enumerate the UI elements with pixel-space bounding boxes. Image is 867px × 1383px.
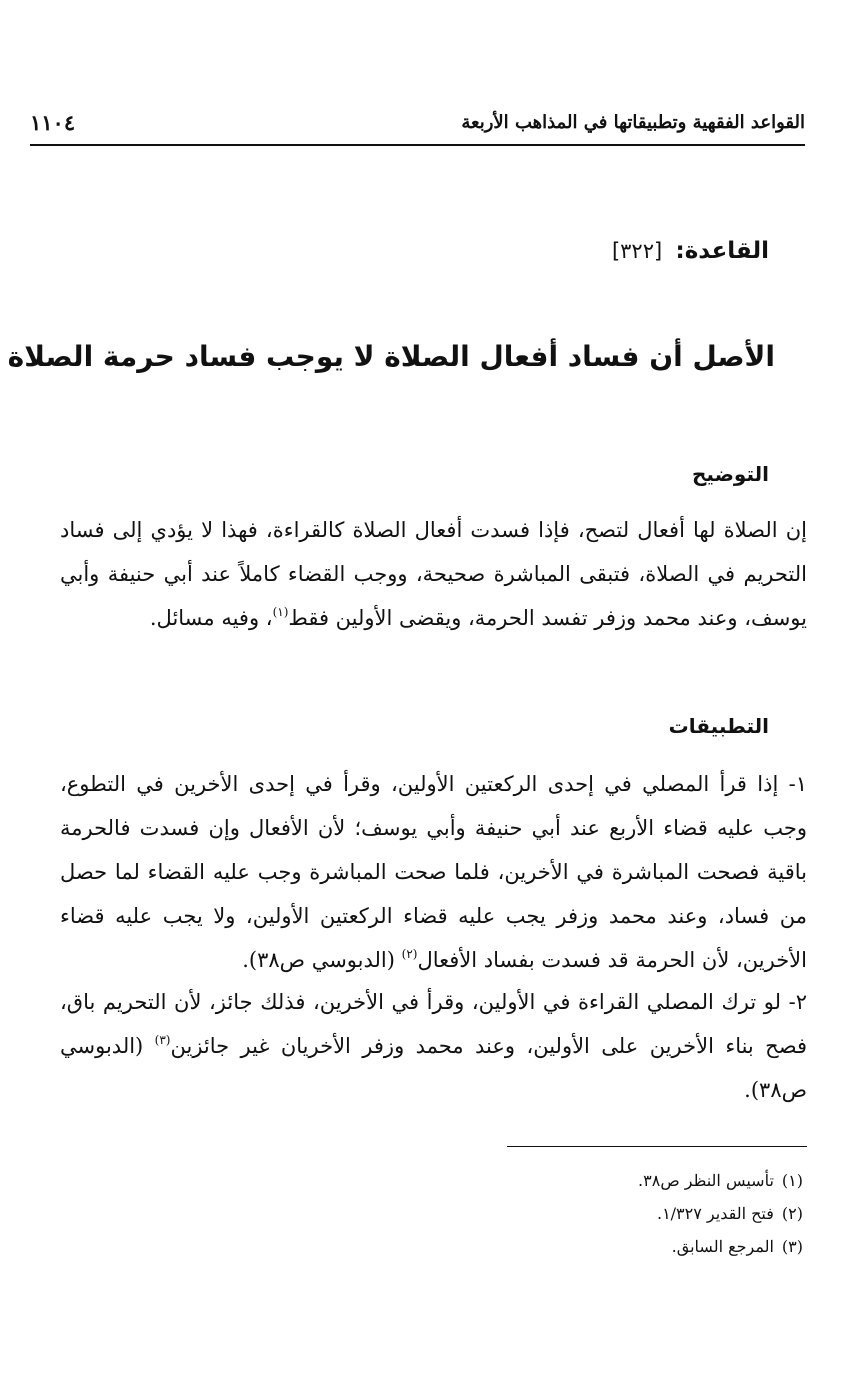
explanation-paragraph [60,508,807,640]
application-item-2 [60,980,807,1112]
running-header [30,108,805,146]
page-number: ١١٠٤ [30,110,76,135]
rule-label [612,238,769,264]
footnote-text: فتح القدير ١/٣٢٧. [656,1204,774,1223]
footnotes [638,1164,803,1263]
rule-label-text: القاعدة: [675,238,769,264]
footnote-ref-3: (٣) [154,1033,171,1047]
explanation-heading: التوضيح [692,462,769,486]
footnote-ref-2: (٢) [401,947,418,961]
footnote-number: (١) [781,1171,803,1190]
footnote-item [638,1164,803,1197]
application-1-source: (الدبوسي ص٣٨). [242,948,402,972]
footnote-text: المرجع السابق. [671,1237,774,1256]
explanation-text-2: ، وفيه مسائل. [149,606,273,630]
application-2-text: ٢- لو ترك المصلي القراءة في الأولين، وقرأ في الأخرين، فذلك جائز، لأن التحريم باق، فصح بناء الأخرين على الأولين، وعند محمد وزفر الأخريان غير جائزين [60,990,807,1058]
application-2-source: (الدبوسي ص٣٨). [60,1034,807,1102]
rule-maxim: الأصل أن فساد أفعال الصلاة لا يوجب فساد حرمة الصلاة [7,340,775,373]
application-item-1 [60,762,807,982]
footnote-item [638,1230,803,1263]
footnote-number: (٢) [781,1204,803,1223]
rule-number: [٣٢٢] [611,239,663,263]
application-1-text: ١- إذا قرأ المصلي في إحدى الركعتين الأولين، وقرأ في إحدى الأخرين في التطوع، وجب عليه قضاء الأربع عند أبي حنيفة وأبي يوسف؛ لأن الأفعال وإن فسدت فالحرمة باقية فصحت المباشرة في الأخرين، فلما صحت المباشرة وجب عليه القضاء لما حصل من فساد، وعند محمد وزفر يجب عليه قضاء الركعتين الأولين، ولا يجب عليه قضاء الأخرين، لأن الحرمة قد فسدت بفساد الأفعال [60,772,807,972]
footnote-number: (٣) [781,1237,803,1256]
header-title: القواعد الفقهية وتطبيقاتها في المذاهب الأربعة [461,112,805,133]
footnote-ref-1: (١) [272,605,289,619]
explanation-text-1: إن الصلاة لها أفعال لتصح، فإذا فسدت أفعال الصلاة كالقراءة، فهذا لا يؤدي إلى فساد التحريم في الصلاة، فتبقى المباشرة صحيحة، ووجب القضاء كاملاً عند أبي حنيفة وأبي يوسف، وعند محمد وزفر تفسد الحرمة، ويقضى الأولين فقط [60,518,807,630]
footnote-text: تأسيس النظر ص٣٨. [638,1171,774,1190]
footnote-separator [507,1146,807,1147]
footnote-item [638,1197,803,1230]
applications-heading: التطبيقات [668,714,769,738]
